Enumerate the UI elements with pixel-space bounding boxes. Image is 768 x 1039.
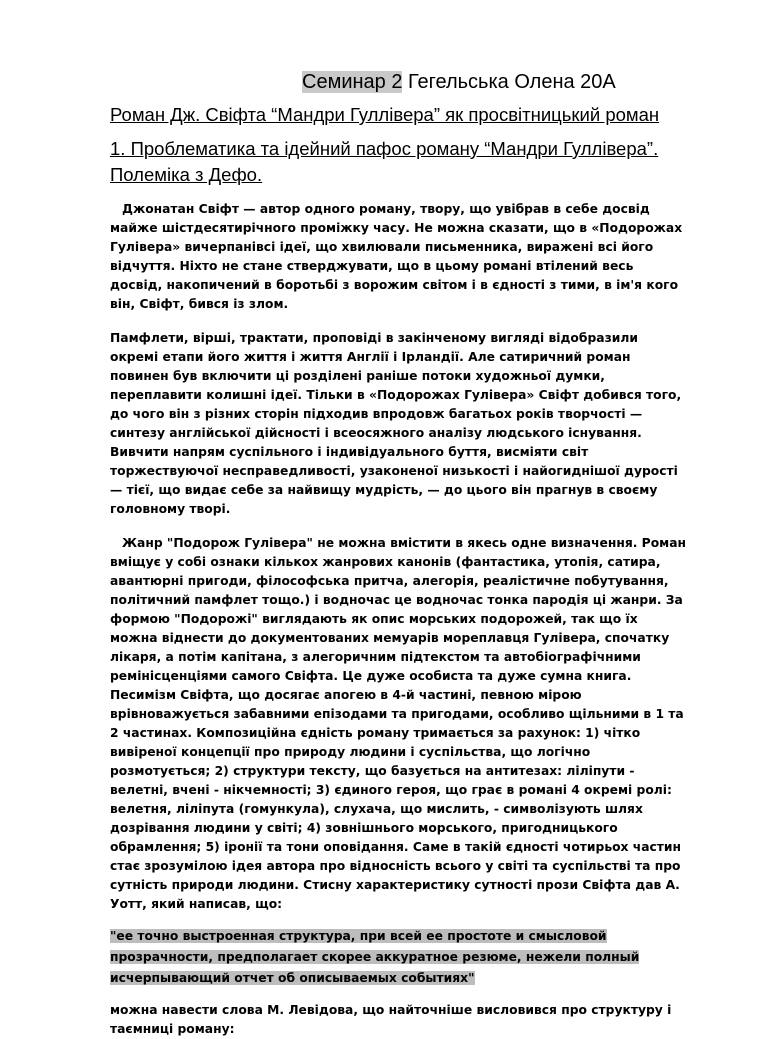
heading-novel-topic: Роман Дж. Свіфта “Мандри Гуллівера” як просвітницький роман [110,104,660,125]
paragraph-1: Джонатан Свіфт — автор одного роману, твору, що увібрав в себе досвід майже шістдесятирічного проміжку часу. Не можна сказати, що в «Подорожах Гулівера» вичерпанівсі ідеї, що хвилювали письменника, виражені всі його відчуття. Ніхто не стане стверджувати, що в цьому романі втілений весь досвід, накопичений в боротьбі з ворожим світом і в єдності з тими, в ім'я кого він, Свіфт, бився із злом. [110,202,683,311]
paragraph-3: Жанр "Подорож Гулівера" не можна вмістити в якесь одне визначення. Роман вміщує у собі ознаки кількох жанрових канонів (фантастика, утопія, сатира, авантюрні пригоди, філософська притча, алегорія, реалістичне побутування, політичний памфлет тощо.) і водночас це водночас тонка пародія ці жанри. За формою "Подорожі" виглядають як опис морських подорожей, так що їх можна віднести до документованих мемуарів мореплавця Гулівера, спочатку лікаря, а потім капітана, з алегоричним підтекстом та автобіографічними ремінісценціями самого Свіфта. Це дуже особиста та дуже сумна книга. Песимізм Свіфта, що досягає апогею в 4-й частині, певною мірою врівноважується забавними епізодами та пригодами, особливо щільними в 1 та 2 частинах. Композиційна єдність роману тримається за рахунок: 1) чітко вивіреної концепції про природу людини і суспільства, що логічно розмотується; 2) структури тексту, що базується на антитезах: ліліпути - велетні, вчені - нікчемності; 3) єдиного героя, що грає в романі 4 окремі ролі: велетня, ліліпута (гомункула), слухача, що мислить, - символізують шлях дозрівання людини у світі; 4) зовнішнього морського, пригодницького обрамлення; 5) іронії та тони оповідання. Саме в такій єдності чотирьох частин стає зрозумілою ідея автора про відносність всього у світі та суспільстві та про сутність природи людини. Стисну характеристику сутності прози Свіфта дав А. Уотт, який написав, що: [110,536,686,911]
paragraph-closing: можна навести слова М. Левідова, що найточніше висловився про структуру і таємниці роману: [110,1003,672,1037]
seminar-label: Семинар 2 [302,71,403,93]
document-title [302,68,688,96]
paragraph-2: Памфлети, вірші, трактати, проповіді в закінченому вигляді відобразили окремі етапи його життя і життя Англії і Ірландії. Але сатиричний роман повинен був включити ці розділені раніше потоки художньої думки, переплавити колишні ідеї. Тільки в «Подорожах Гулівера» Свіфт добився того, до чого він з різних сторін підходив впродовж багатьох років творчості — синтезу англійської дійсності і всеосяжного аналізу людського існування. Вивчити напрям суспільного і індивідуального буття, висміяти світ торжествуючої несправедливості, узаконеної низькості і найогиднішої дурості — тієї, що видає себе за найвищу мудрість, — до цього він прагнув в своєму головному творі. [110,331,682,516]
author-name: Гегельська Олена 20А [402,71,616,93]
heading-section-1: 1. Проблематика та ідейний пафос роману “Мандри Гуллівера”. Полеміка з Дефо. [110,138,659,185]
quote-text: "ее точно выстроенная структура, при всей ее простоте и смысловой прозрачности, предполагает скорее аккуратное резюме, нежели полный исчерпывающий отчет об описываемых событиях" [110,929,640,985]
highlighted-quote [110,926,688,989]
